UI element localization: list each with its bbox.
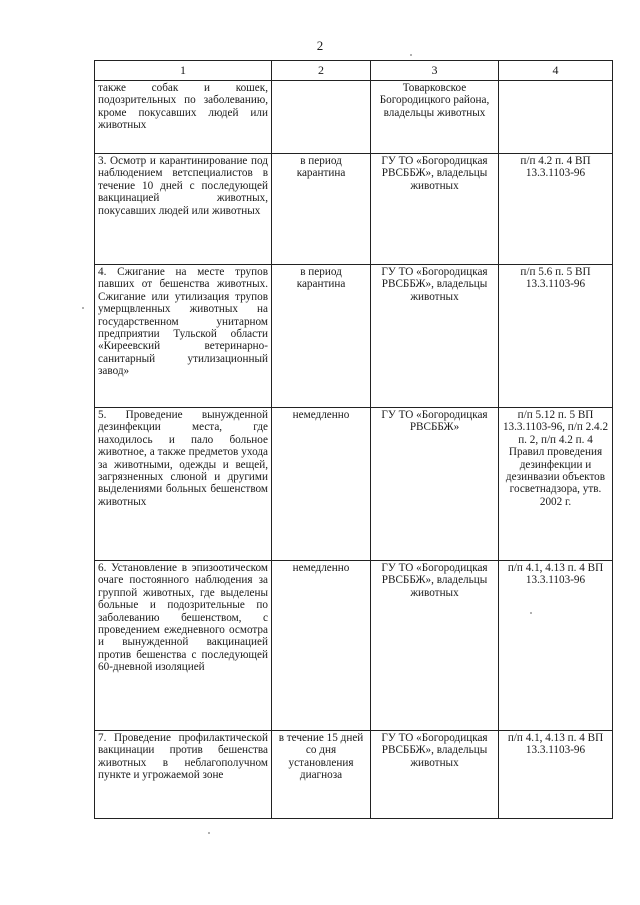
header-col-1: 1 — [95, 61, 272, 81]
responsible-cell: ГУ ТО «Богородицкая РВСББЖ» — [371, 408, 499, 561]
responsible-cell: Товарковское Богородицкого района, владельцы животных — [371, 81, 499, 154]
responsible-cell: ГУ ТО «Богородицкая РВСББЖ», владельцы животных — [371, 265, 499, 408]
measure-cell: также собак и кошек, подозрительных по заболеванию, кроме покусавших людей или животных — [95, 81, 272, 154]
basis-cell: п/п 5.12 п. 5 ВП 13.3.1103-96, п/п 2.4.2 п. 2, п/п 4.2 п. 4 Правил проведения дезинфекции и дезинвазии объектов госветнадзора, утв. 2002 г. — [499, 408, 613, 561]
basis-cell — [499, 81, 613, 154]
basis-cell: п/п 4.2 п. 4 ВП 13.3.1103-96 — [499, 154, 613, 265]
scan-speck — [208, 832, 210, 834]
scan-speck — [530, 612, 532, 614]
measure-cell: 4. Сжигание на месте трупов павших от бешенства животных. Сжигание или утилизация трупов умерщвленных животных на государственном унитарном предприятии Тульской области «Киреевский ветеринарно-санитарный утилизационный завод» — [95, 265, 272, 408]
term-cell: в период карантина — [272, 154, 371, 265]
header-col-4: 4 — [499, 61, 613, 81]
table-row — [95, 731, 613, 819]
responsible-cell: ГУ ТО «Богородицкая РВСББЖ», владельцы животных — [371, 154, 499, 265]
header-row — [95, 61, 613, 81]
header-col-2: 2 — [272, 61, 371, 81]
term-cell — [272, 81, 371, 154]
scan-speck — [410, 54, 412, 56]
term-cell: в период карантина — [272, 265, 371, 408]
table-header — [95, 61, 613, 81]
table-body — [95, 81, 613, 819]
basis-cell: п/п 4.1, 4.13 п. 4 ВП 13.3.1103-96 — [499, 561, 613, 731]
measure-cell: 5. Проведение вынужденной дезинфекции места, где находилось и пало больное животное, а также предметов ухода за животными, одежды и вещей, загрязненных слюной и другими выделениями больных бешенством животных — [95, 408, 272, 561]
term-cell: немедленно — [272, 561, 371, 731]
measure-cell: 3. Осмотр и карантинирование под наблюдением ветспециалистов в течение 10 дней с последующей вакцинацией животных, покусавших людей или животных — [95, 154, 272, 265]
basis-cell: п/п 4.1, 4.13 п. 4 ВП 13.3.1103-96 — [499, 731, 613, 819]
table-row — [95, 265, 613, 408]
measures-table — [94, 60, 613, 819]
page-number: 2 — [316, 38, 324, 53]
term-cell: в течение 15 дней со дня установления диагноза — [272, 731, 371, 819]
table-row — [95, 81, 613, 154]
table-row — [95, 154, 613, 265]
measure-cell: 7. Проведение профилактической вакцинации против бешенства животных в неблагополучном пункте и угрожаемой зоне — [95, 731, 272, 819]
header-col-3: 3 — [371, 61, 499, 81]
responsible-cell: ГУ ТО «Богородицкая РВСББЖ», владельцы животных — [371, 561, 499, 731]
term-cell: немедленно — [272, 408, 371, 561]
table-row — [95, 561, 613, 731]
table-row — [95, 408, 613, 561]
measure-cell: 6. Установление в эпизоотическом очаге постоянного наблюдения за группой животных, где выделены больные и подозрительные по заболеванию бешенством, с проведением ежедневного осмотра и вынужденной вакцинацией против бешенства с последующей 60-дневной изоляцией — [95, 561, 272, 731]
basis-cell: п/п 5.6 п. 5 ВП 13.3.1103-96 — [499, 265, 613, 408]
responsible-cell: ГУ ТО «Богородицкая РВСББЖ», владельцы животных — [371, 731, 499, 819]
scan-speck — [82, 307, 84, 309]
